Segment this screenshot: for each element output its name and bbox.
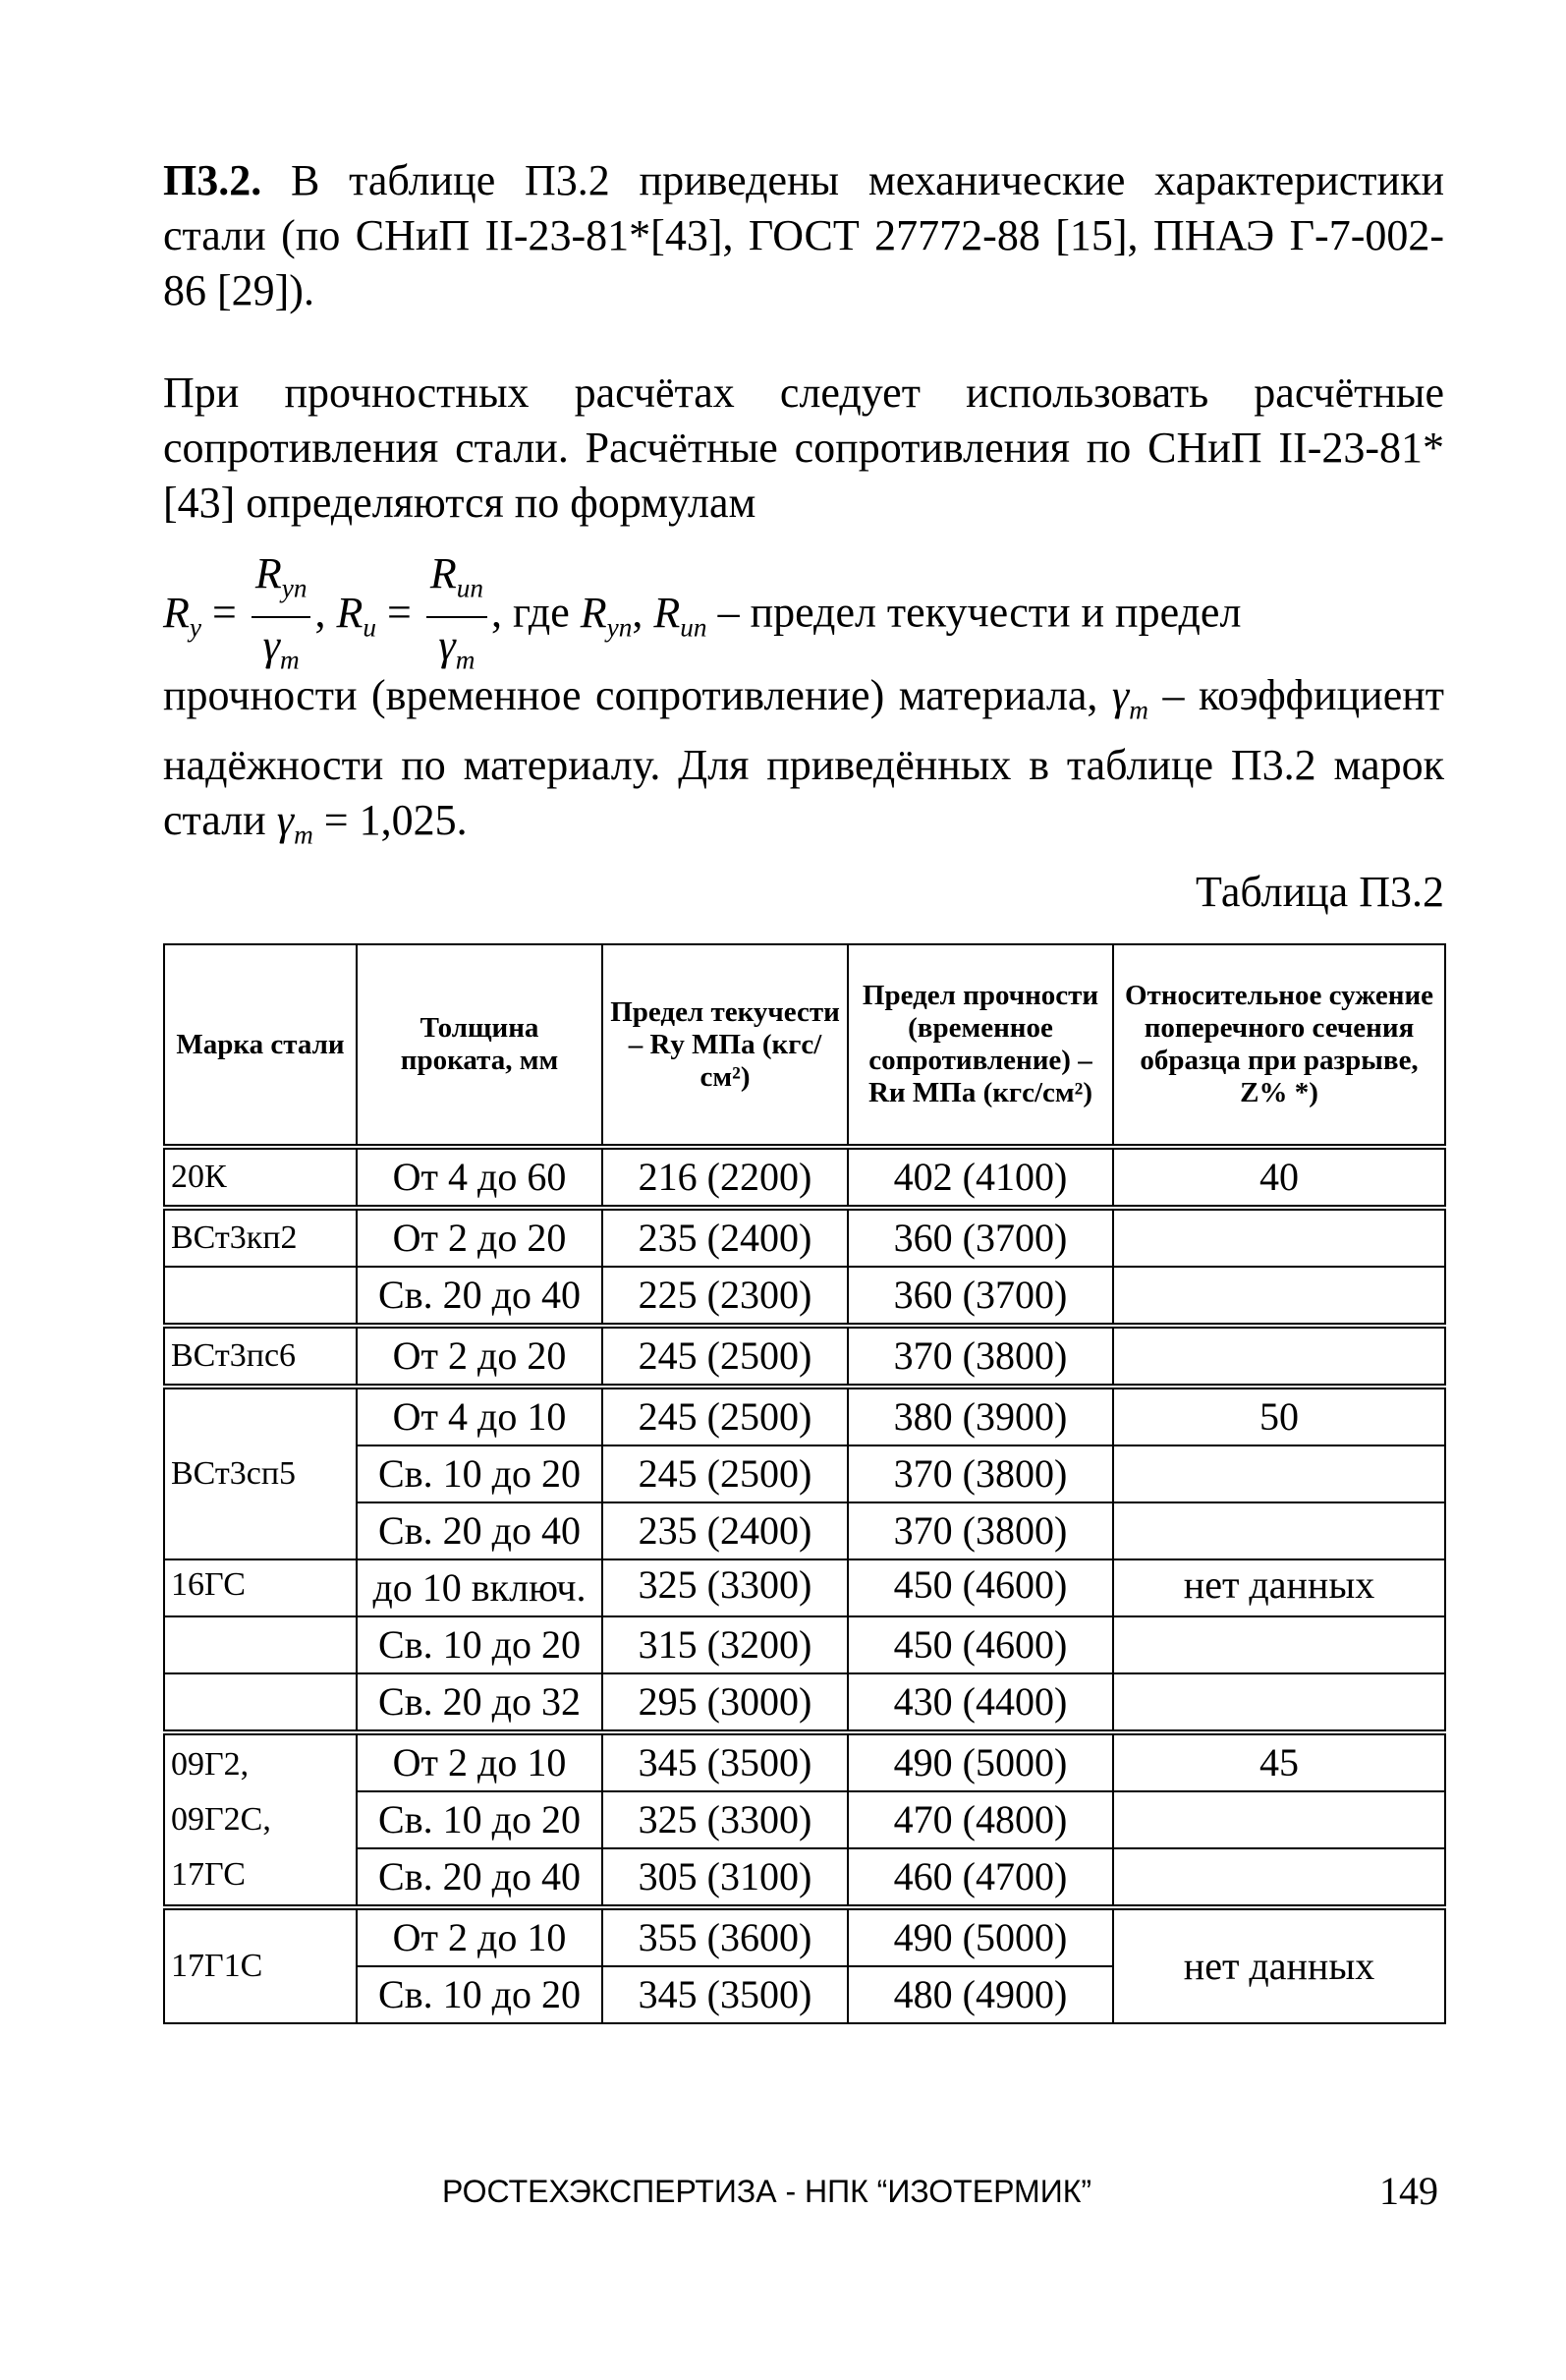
table-row: 17Г1С От 2 до 10 355 (3600) 490 (5000) нет данных bbox=[164, 1907, 1445, 1966]
table-caption: Таблица П3.2 bbox=[1196, 868, 1444, 916]
table-row: Св. 10 до 20 345 (3500) 480 (4900) bbox=[164, 1966, 1445, 2023]
paragraph-calc: При прочностных расчётах следует использовать расчётные сопротивления стали. Расчётные сопротивления по СНиП II-23-81* [43] определяются по формулам bbox=[163, 368, 1444, 527]
table-row: ВСт3пс6 От 2 до 20 245 (2500) 370 (3800) bbox=[164, 1326, 1445, 1387]
formula-ry: $R_y$ bbox=[163, 588, 201, 643]
formula-tail2: – предел текучести и предел bbox=[717, 588, 1242, 637]
formula-ryn-ref: $R_{yn}$ bbox=[580, 588, 633, 643]
table-row: Св. 10 до 20 315 (3200) 450 (4600) bbox=[164, 1616, 1445, 1673]
paragraph-gamma: прочности (временное сопротивление) материала, $\gamma_m$ – коэффициент надёжности по материалу. Для приведённых в таблице П3.2 марок стали $\gamma_m = 1,025$. bbox=[163, 671, 1444, 850]
formula-tail: , где bbox=[490, 588, 570, 637]
page-footer: РОСТЕХЭКСПЕРТИЗА - НПК “ИЗОТЕРМИК” bbox=[442, 2174, 1091, 2209]
fraction-run-gamma: $\frac{R_{un}}{\gamma_m}$ bbox=[426, 546, 487, 687]
paragraph-label: П3.2. bbox=[163, 156, 262, 204]
table-row: Св. 20 до 40 305 (3100) 460 (4700) bbox=[164, 1848, 1445, 1907]
table-row: 20К От 4 до 60 216 (2200) 402 (4100) 40 bbox=[164, 1147, 1445, 1208]
paragraph-intro-text: В таблице П3.2 приведены механические характеристики стали (по СНиП II-23-81*[43], ГОСТ 27772-88 [15], ПНАЭ Г-7-002-86 [29]). bbox=[163, 156, 1444, 314]
header-yield: Предел текучести – Rу МПа (кгс/см²) bbox=[602, 944, 848, 1147]
table-row: Св. 10 до 20 245 (2500) 370 (3800) bbox=[164, 1445, 1445, 1502]
table-row: 09Г2, 09Г2С, 17ГС От 2 до 10 345 (3500) 490 (5000) 45 bbox=[164, 1732, 1445, 1791]
fraction-ryn-gamma: $\frac{R_{yn}}{\gamma_m}$ bbox=[252, 546, 311, 687]
paragraph-intro bbox=[163, 153, 1444, 318]
header-strength: Предел прочности (временное сопротивление) – Rи МПа (кгс/см²) bbox=[848, 944, 1113, 1147]
formula-ru: $R_u$ bbox=[336, 588, 376, 643]
header-thickness: Толщина проката, мм bbox=[357, 944, 602, 1147]
gamma-symbol-2: $\gamma_m$ bbox=[276, 795, 313, 850]
formula-run-ref: $R_{un}$ bbox=[653, 588, 707, 643]
steel-properties-table bbox=[163, 943, 1446, 2024]
formula-line: $R_y$ = $\frac{R_{yn}}{\gamma_m}$ , $R_u$ = $\frac{R_{un}}{\gamma_m}$ , где $R_{yn}$, $R_{un}$ – предел текучести и предел bbox=[163, 546, 1444, 664]
page-number: 149 bbox=[1379, 2169, 1438, 2213]
table-row: Св. 20 до 40 235 (2400) 370 (3800) bbox=[164, 1502, 1445, 1559]
table-row: ВСт3кп2 От 2 до 20 235 (2400) 360 (3700) bbox=[164, 1208, 1445, 1267]
table-row: Св. 20 до 40 225 (2300) 360 (3700) bbox=[164, 1267, 1445, 1326]
table-row: 16ГС до 10 включ. 325 (3300) 450 (4600) нет данных bbox=[164, 1559, 1445, 1616]
table-header-row bbox=[164, 944, 1445, 1147]
table-row: ВСт3сп5 От 4 до 10 245 (2500) 380 (3900) 50 bbox=[164, 1387, 1445, 1445]
header-grade: Марка стали bbox=[164, 944, 357, 1147]
gamma-symbol: $\gamma_m$ bbox=[1111, 671, 1148, 725]
header-reduction: Относительное сужение поперечного сечения образца при разрыве, Z% *) bbox=[1113, 944, 1445, 1147]
table-row: Св. 20 до 32 295 (3000) 430 (4400) bbox=[164, 1673, 1445, 1732]
table-row: Св. 10 до 20 325 (3300) 470 (4800) bbox=[164, 1791, 1445, 1848]
